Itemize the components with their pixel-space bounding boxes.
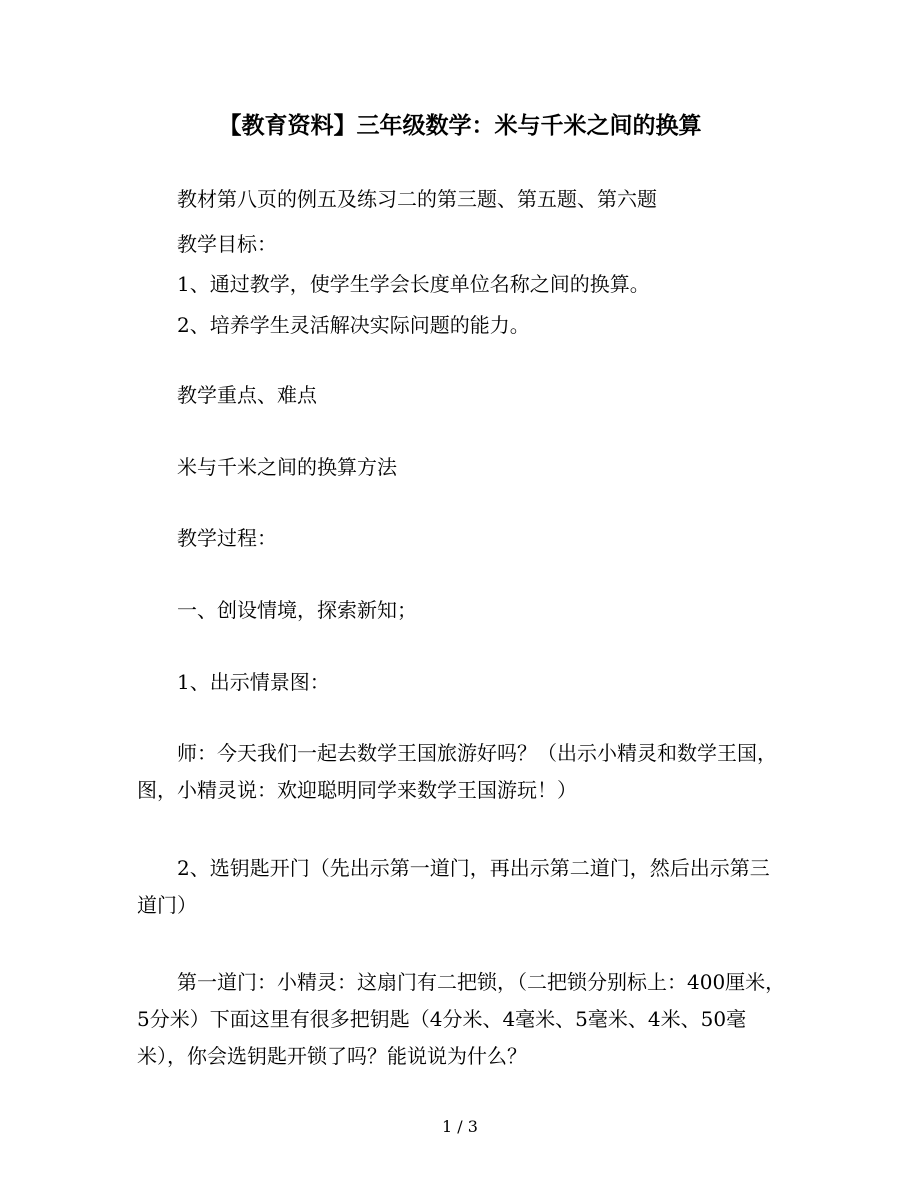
paragraph-key-points-heading: 教学重点、难点 [177, 383, 317, 407]
page-number: 1 / 3 [442, 1117, 478, 1136]
paragraph-section-1: 一、创设情境，探索新知； [177, 598, 417, 622]
paragraph-teaching-goals-heading: 教学目标： [177, 232, 277, 256]
paragraph-step-2: 2、选钥匙开门（先出示第一道门，再出示第二道门，然后出示第三道门） [137, 856, 770, 917]
document-title: 【教育资料】三年级数学：米与千米之间的换算 [218, 112, 702, 139]
paragraph-teacher-intro: 师：今天我们一起去数学王国旅游好吗？（出示小精灵和数学王国，图，小精灵说：欢迎聪明同学来数学王国游玩！） [137, 741, 777, 802]
paragraph-process-heading: 教学过程： [177, 526, 277, 550]
paragraph-goal-2: 2、培养学生灵活解决实际问题的能力。 [177, 313, 530, 337]
paragraph-goal-1: 1、通过教学，使学生学会长度单位名称之间的换算。 [177, 272, 650, 296]
paragraph-textbook-reference: 教材第八页的例五及练习二的第三题、第五题、第六题 [177, 187, 657, 211]
paragraph-key-points: 米与千米之间的换算方法 [177, 455, 397, 479]
paragraph-step-1: 1、出示情景图： [177, 670, 330, 694]
paragraph-first-door: 第一道门：小精灵：这扇门有二把锁，（二把锁分别标上：400厘米，5分米）下面这里有很多把钥匙（4分米、4毫米、5毫米、4米、50毫米），你会选钥匙开锁了吗？能说说为什么？ [137, 970, 786, 1068]
